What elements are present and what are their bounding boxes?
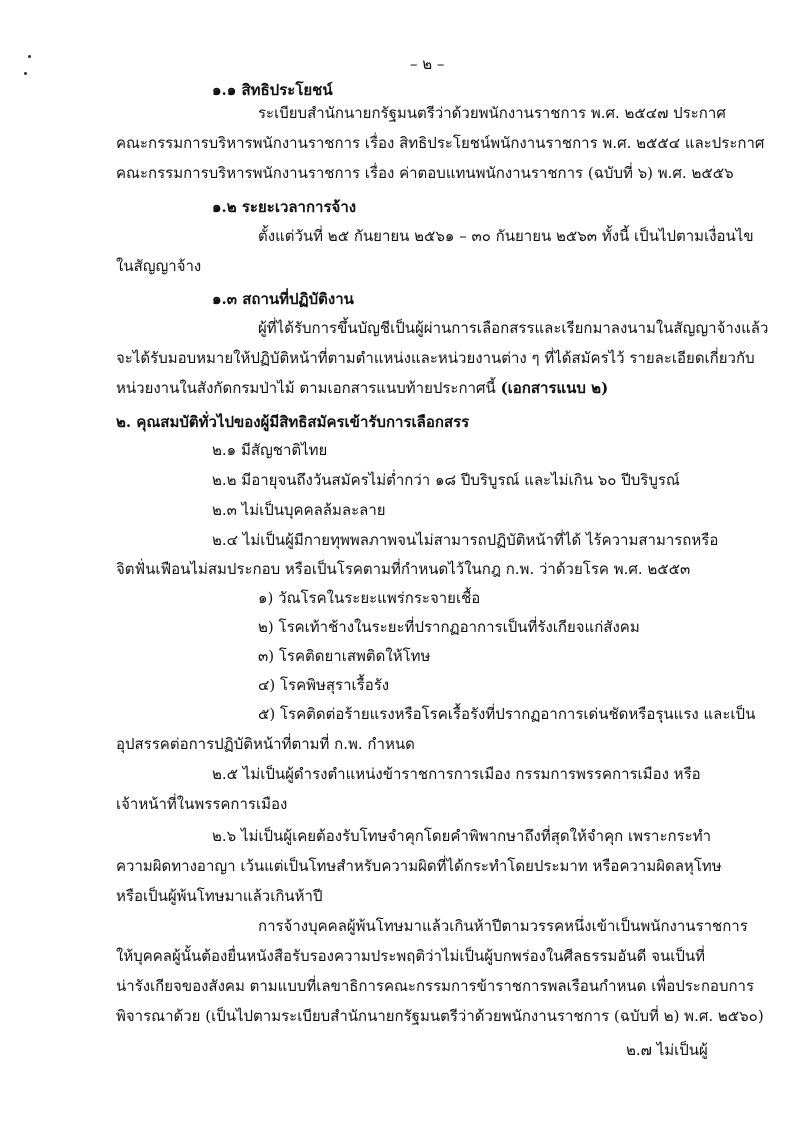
paragraph-line: จะได้รับมอบหมายให้ปฏิบัติหน้าที่ตามตำแหน่งและหน่วยงานต่าง ๆ ที่ได้สมัครไว้ รายละเอียดเกี่ยวกับ bbox=[116, 349, 755, 367]
section-heading: ๒. คุณสมบัติทั่วไปของผู้มีสิทธิสมัครเข้ารับการเลือกสรร bbox=[116, 413, 470, 431]
list-item: ๒) โรคเท้าช้างในระยะที่ปรากฏอาการเป็นที่รังเกียจแก่สังคม bbox=[258, 618, 640, 636]
list-item: ๒.๕ ไม่เป็นผู้ดำรงตำแหน่งข้าราชการการเมือง กรรมการพรรคการเมือง หรือ bbox=[212, 765, 701, 783]
section-heading: ๑.๓ สถานที่ปฏิบัติงาน bbox=[212, 290, 354, 308]
list-item: ๒.๑ มีสัญชาติไทย bbox=[212, 441, 328, 459]
paragraph-line: การจ้างบุคคลผู้พ้นโทษมาแล้วเกินห้าปีตามวรรคหนึ่งเข้าเป็นพนักงานราชการ bbox=[258, 917, 748, 935]
paragraph-line: คณะกรรมการบริหารพนักงานราชการ เรื่อง สิทธิประโยชน์พนักงานราชการ พ.ศ. ๒๕๕๔ และประกาศ bbox=[116, 134, 765, 152]
list-item: ๔) โรคพิษสุราเรื้อรัง bbox=[258, 676, 390, 694]
paragraph-line: เจ้าหน้าที่ในพรรคการเมือง bbox=[116, 795, 288, 813]
page-number: – ๒ – bbox=[410, 55, 445, 73]
paragraph-line: ตั้งแต่วันที่ ๒๕ กันยายน ๒๕๖๑ – ๓๐ กันยายน ๒๕๖๓ ทั้งนี้ เป็นไปตามเงื่อนไข bbox=[258, 227, 754, 245]
paragraph-line: คณะกรรมการบริหารพนักงานราชการ เรื่อง ค่าตอบแทนพนักงานราชการ (ฉบับที่ ๖) พ.ศ. ๒๕๕๖ bbox=[116, 164, 734, 182]
paragraph-line bbox=[116, 378, 608, 398]
continuation-catchword: ๒.๗ ไม่เป็นผู้ bbox=[626, 1041, 708, 1059]
section-heading: ๑.๑ สิทธิประโยชน์ bbox=[212, 81, 333, 99]
paragraph-text: หน่วยงานในสังกัดกรมป่าไม้ ตามเอกสารแนบท้ายประกาศนี้ bbox=[116, 379, 496, 397]
paragraph-line: น่ารังเกียจของสังคม ตามแบบที่เลขาธิการคณะกรรมการข้าราชการพลเรือนกำหนด เพื่อประกอบการ bbox=[116, 977, 755, 995]
list-item: ๒.๖ ไม่เป็นผู้เคยต้องรับโทษจำคุกโดยคำพิพากษาถึงที่สุดให้จำคุก เพราะกระทำ bbox=[212, 827, 712, 845]
paragraph-line: จิตฟั่นเฟือนไม่สมประกอบ หรือเป็นโรคตามที่กำหนดไว้ในกฎ ก.พ. ว่าด้วยโรค พ.ศ. ๒๕๕๓ bbox=[116, 560, 691, 578]
paragraph-line: ผู้ที่ได้รับการขึ้นบัญชีเป็นผู้ผ่านการเลือกสรรและเรียกมาลงนามในสัญญาจ้างแล้ว bbox=[258, 319, 769, 337]
paragraph-line: ในสัญญาจ้าง bbox=[116, 257, 202, 275]
list-item: ๕) โรคติดต่อร้ายแรงหรือโรคเรื้อรังที่ปรากฏอาการเด่นชัดหรือรุนแรง และเป็น bbox=[258, 705, 756, 723]
paragraph-line: ความผิดทางอาญา เว้นแต่เป็นโทษสำหรับความผิดที่ได้กระทำโดยประมาท หรือความผิดลหุโทษ bbox=[116, 857, 722, 875]
paragraph-line: ให้บุคคลผู้นั้นต้องยื่นหนังสือรับรองความประพฤติว่าไม่เป็นผู้บกพร่องในศีลธรรมอันดี จนเป็นที่ bbox=[116, 947, 706, 965]
list-item: ๒.๒ มีอายุจนถึงวันสมัครไม่ต่ำกว่า ๑๘ ปีบริบูรณ์ และไม่เกิน ๖๐ ปีบริบูรณ์ bbox=[212, 471, 680, 489]
paragraph-line: ระเบียบสำนักนายกรัฐมนตรีว่าด้วยพนักงานราชการ พ.ศ. ๒๕๔๗ ประกาศ bbox=[258, 104, 726, 122]
section-heading: ๑.๒ ระยะเวลาการจ้าง bbox=[212, 198, 357, 216]
list-item: ๑) วัณโรคในระยะแพร่กระจายเชื้อ bbox=[258, 589, 481, 607]
list-item: ๒.๓ ไม่เป็นบุคคลล้มละลาย bbox=[212, 501, 386, 519]
paragraph-line: อุปสรรคต่อการปฏิบัติหน้าที่ตามที่ ก.พ. กำหนด bbox=[116, 735, 415, 753]
scan-speck bbox=[24, 72, 27, 75]
scan-speck bbox=[28, 55, 31, 58]
list-item: ๓) โรคติดยาเสพติดให้โทษ bbox=[258, 647, 431, 665]
attachment-reference: (เอกสารแนบ ๒) bbox=[500, 379, 609, 397]
list-item: ๒.๔ ไม่เป็นผู้มีกายทุพพลภาพจนไม่สามารถปฏิบัติหน้าที่ได้ ไร้ความสามารถหรือ bbox=[212, 531, 719, 549]
paragraph-line: พิจารณาด้วย (เป็นไปตามระเบียบสำนักนายกรัฐมนตรีว่าด้วยพนักงานราชการ (ฉบับที่ ๒) พ.ศ. ๒๕๖๐) bbox=[116, 1007, 764, 1025]
paragraph-line: หรือเป็นผู้พ้นโทษมาแล้วเกินห้าปี bbox=[116, 887, 323, 905]
